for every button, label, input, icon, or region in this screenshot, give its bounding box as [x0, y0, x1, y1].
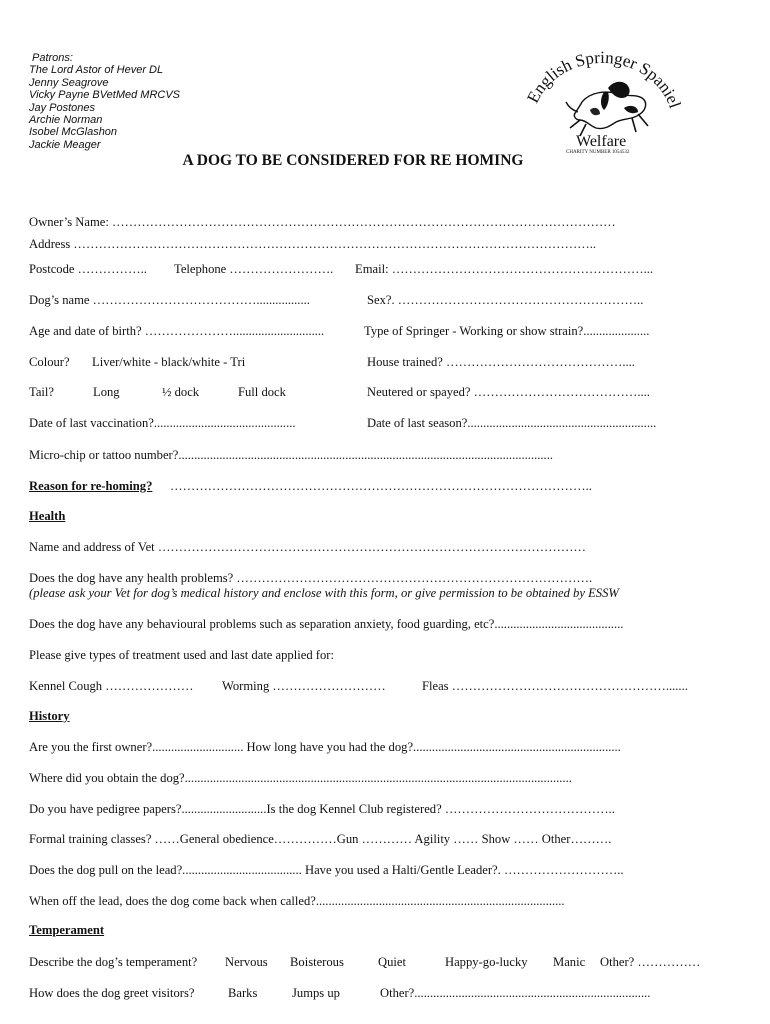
history-heading: History [29, 709, 70, 723]
pedigree-field[interactable]: Do you have pedigree papers?...........................Is the dog Kennel Club registered? ………………………………….. [29, 802, 615, 816]
first-owner-field[interactable]: Are you the first owner?............................. How long have you had the dog?.................................................................. [29, 740, 621, 754]
temperament-happy[interactable]: Happy-go-lucky [445, 955, 528, 969]
tail-full-dock-option[interactable]: Full dock [238, 385, 286, 399]
neutered-field[interactable]: Neutered or spayed? ………………………………….... [367, 385, 650, 399]
patron-name: Isobel McGlashon [29, 126, 118, 139]
form-title: A DOG TO BE CONSIDERED FOR RE HOMING [182, 152, 524, 169]
tail-half-dock-option[interactable]: ½ dock [162, 385, 200, 399]
temperament-boisterous[interactable]: Boisterous [290, 955, 344, 969]
microchip-field[interactable]: Micro-chip or tattoo number?....................................................................................................................... [29, 448, 553, 462]
obtain-field[interactable]: Where did you obtain the dog?........................................................................................................................... [29, 771, 572, 785]
patron-name: Jackie Meager [29, 138, 101, 151]
temperament-quiet[interactable]: Quiet [378, 955, 406, 969]
temperament-other[interactable]: Other? …………… [600, 955, 701, 969]
greet-other[interactable]: Other?........................................................................... [380, 986, 651, 1000]
logo-arc-text: English Springer Spaniel [523, 47, 685, 111]
vaccination-field[interactable]: Date of last vaccination?............................................. [29, 416, 296, 430]
last-season-field[interactable]: Date of last season?............................................................ [367, 416, 657, 430]
springer-type-field[interactable]: Type of Springer - Working or show strain?..................... [364, 324, 650, 338]
temperament-nervous[interactable]: Nervous [225, 955, 268, 969]
charity-logo [520, 36, 688, 156]
patrons-heading: Patrons: [32, 52, 73, 64]
tail-long-option[interactable]: Long [93, 385, 120, 399]
temperament-prompt: Describe the dog’s temperament? [29, 955, 198, 969]
patron-name: Jay Postones [29, 101, 96, 114]
temperament-manic[interactable]: Manic [553, 955, 586, 969]
health-note: (please ask your Vet for dog’s medical history and enclose with this form, or give permission to be obtained by ESSW [29, 586, 619, 600]
dog-name-field[interactable]: Dog’s name …………………………………................. [29, 293, 310, 307]
colour-options[interactable]: Liver/white - black/white - Tri [92, 355, 246, 369]
patron-name: Archie Norman [29, 114, 103, 127]
reason-label: Reason for re-homing? [29, 479, 153, 493]
kennel-cough-field[interactable]: Kennel Cough ………………… [29, 679, 194, 693]
fleas-field[interactable]: Fleas ……………………………………………....... [422, 679, 688, 693]
house-trained-field[interactable]: House trained? …………………………………….... [367, 355, 635, 369]
patrons-block [29, 52, 180, 151]
reason-field[interactable]: ……………………………………………………………………………………….. [170, 479, 592, 493]
health-problems-field[interactable]: Does the dog have any health problems? …………………………………………………………………………. [29, 571, 593, 585]
behaviour-field[interactable]: Does the dog have any behavioural problems such as separation anxiety, food guarding, etc?......................................... [29, 617, 624, 631]
patron-name: Jenny Seagrove [29, 76, 109, 89]
lead-pull-field[interactable]: Does the dog pull on the lead?...................................... Have you used a Halti/Gentle Leader?. ……………………….. [29, 863, 624, 877]
training-field[interactable]: Formal training classes? ……General obedience……………Gun ………… Agility …… Show …… Other………. [29, 832, 612, 846]
greet-barks[interactable]: Barks [228, 986, 258, 1000]
vet-field[interactable]: Name and address of Vet ………………………………………………………………………………………… [29, 540, 587, 554]
age-field[interactable]: Age and date of birth? …………………............................. [29, 324, 325, 338]
temperament-heading: Temperament [29, 923, 105, 937]
sex-field[interactable]: Sex?. ………………………………………………….. [367, 293, 644, 307]
colour-label: Colour? [29, 355, 70, 369]
address-field[interactable]: Address …………………………………………………………………………………………………………….. [29, 237, 597, 251]
greet-prompt: How does the dog greet visitors? [29, 986, 195, 1000]
patron-name: Vicky Payne BVetMed MRCVS [29, 89, 181, 102]
telephone-field[interactable]: Telephone ……………………. [174, 262, 334, 276]
recall-field[interactable]: When off the lead, does the dog come back when called?............................................................................... [29, 894, 565, 908]
health-heading: Health [29, 509, 66, 523]
tail-label: Tail? [29, 385, 54, 399]
spaniel-illustration-icon [566, 82, 648, 136]
treatment-prompt: Please give types of treatment used and last date applied for: [29, 648, 334, 662]
owner-name-field[interactable]: Owner’s Name: ………………………………………………………………………………………………………… [29, 215, 616, 229]
patron-name: The Lord Astor of Hever DL [29, 64, 164, 77]
logo-charity-number: CHARITY NUMBER 1054532 [566, 150, 630, 155]
email-field[interactable]: Email: ……………………………………………………... [355, 262, 654, 276]
logo-welfare-text: Welfare [576, 133, 627, 150]
postcode-field[interactable]: Postcode …………….. [29, 262, 147, 276]
greet-jumps-up[interactable]: Jumps up [292, 986, 340, 1000]
worming-field[interactable]: Worming ……………………… [222, 679, 386, 693]
